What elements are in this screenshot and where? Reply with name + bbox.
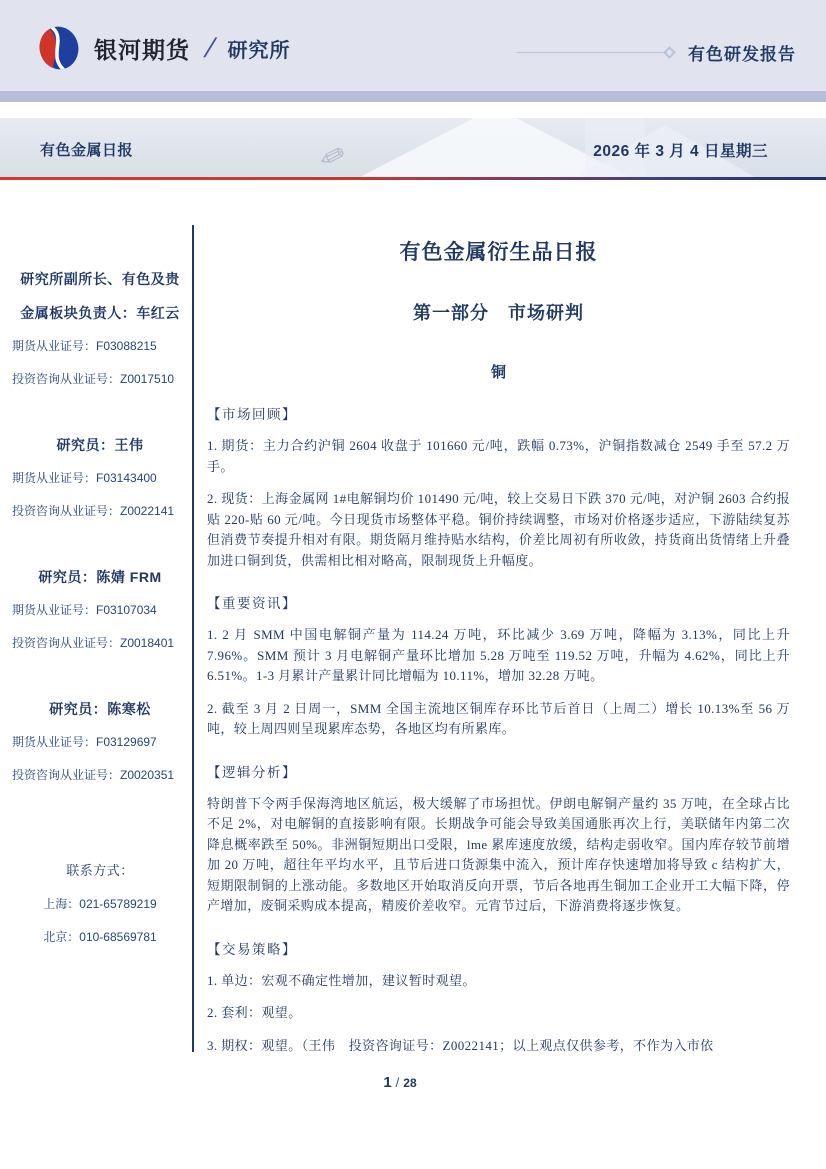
- banner-date: 2026 年 3 月 4 日星期三: [593, 143, 768, 160]
- section-heading-trading-strategy: 【交易策略】: [207, 941, 297, 957]
- contact-block: [12, 854, 188, 954]
- part-title: 第一部分 市场研判: [413, 303, 584, 323]
- contact-beijing: 北京：010-68569781: [43, 930, 157, 944]
- paragraph-strategy-unilateral: 1. 单边：宏观不确定性增加，建议暂时观望。: [207, 972, 476, 988]
- brand-header: [0, 0, 826, 91]
- author-title: 金属板块负责人：车红云: [20, 305, 180, 321]
- paragraph-news-2: 2. 截至 3 月 2 日周一，SMM 全国主流地区铜库存环比节后首日（上周二）增长 10.13%至 56 万吨，较上周四则呈现累库态势，各地区均有所累库。: [207, 700, 790, 736]
- author-title: 研究员：王伟: [56, 437, 144, 453]
- header-accent-strip: [0, 91, 826, 102]
- page-total: 28: [403, 1076, 417, 1090]
- paragraph-strategy-arbitrage: 2. 套利：观望。: [207, 1005, 302, 1020]
- contact-heading: 联系方式：: [66, 863, 134, 878]
- header-right-group: [517, 40, 796, 65]
- brand-group: [38, 24, 291, 72]
- contact-shanghai: 上海：021-65789219: [43, 897, 157, 911]
- futures-cert-number: 期货从业证号：F03088215: [12, 339, 157, 353]
- author-block-researcher-3: [12, 692, 188, 792]
- author-title: 研究所副所长、有色及贵: [20, 271, 180, 287]
- paragraph-analysis: 特朗普下令两手保海湾地区航运，极大缓解了市场担忧。伊朗电解铜产量约 35 万吨，在全球占比不足 2%，对电解铜的直接影响有限。长期战争可能会导致美国通胀再次上行，美联储年内第二次降息概率跌至 50%。非洲铜短期出口受限，lme 累库速度放缓，结构走弱收窄。国内库存较节前增加 20 万吨，超往年平均水平，且节后进口货源集中流入，预计库存快速增加将导致 c 结构扩大，短期限制铜的上涨动能。多数地区开始取消反向开票，节后各地再生铜加工企业开工大幅下降，停产增加，废铜采购成本提高，精废价差收窄。元宵节过后，下游消费将逐步恢复。: [207, 795, 790, 913]
- brand-name: 银河期货: [94, 36, 190, 63]
- page-footer: [0, 1074, 800, 1092]
- banner-title: 有色金属日报: [40, 142, 134, 159]
- banner-gradient-rule: [0, 177, 826, 180]
- document-title: 有色金属衍生品日报: [399, 241, 598, 264]
- advisory-cert-number: 投资咨询从业证号：Z0020351: [12, 768, 175, 782]
- diamond-icon: [663, 46, 676, 59]
- author-block-researcher-2: [12, 560, 188, 660]
- brand-logo-icon: [38, 25, 80, 71]
- authors-sidebar: [12, 262, 188, 954]
- section-heading-key-news: 【重要资讯】: [207, 596, 297, 611]
- author-block-researcher-1: [12, 428, 188, 528]
- brand-division: 研究所: [227, 39, 291, 62]
- advisory-cert-number: 投资咨询从业证号：Z0022141: [12, 504, 175, 518]
- author-title: 研究员：陈寒松: [49, 701, 151, 717]
- futures-cert-number: 期货从业证号：F03129697: [12, 735, 157, 749]
- pencil-icon: ✎: [310, 138, 352, 173]
- commodity-title: 铜: [490, 364, 506, 381]
- page-separator: /: [395, 1075, 400, 1090]
- decorative-line: [517, 52, 667, 53]
- vertical-divider: [192, 225, 194, 1052]
- section-heading-logic-analysis: 【逻辑分析】: [207, 764, 297, 780]
- author-title: 研究员：陈婧 FRM: [38, 569, 162, 585]
- paragraph-strategy-options: 3. 期权：观望。（王伟 投资咨询证号：Z0022141；以上观点仅供参考，不作为入市依: [207, 1037, 714, 1053]
- paragraph-spot: 2. 现货：上海金属网 1#电解铜均价 101490 元/吨，较上交易日下跌 370 元/吨，对沪铜 2603 合约报贴 220-贴 60 元/吨。今日现货市场整体平稳。铜价持续调整，市场对价格逐步适应，下游陆续复苏但消费节奏提升相对有限。期货隔月维持贴水结构，价差比周初有所收敛，持货商出货情绪上升叠加进口铜到货，供需相比相对略高，限制现货上升幅度。: [207, 491, 790, 568]
- advisory-cert-number: 投资咨询从业证号：Z0018401: [12, 636, 175, 650]
- paragraph-news-1: 1. 2 月 SMM 中国电解铜产量为 114.24 万吨，环比减少 3.69 万吨，降幅为 3.13%，同比上升 7.96%。SMM 预计 3 月电解铜产量环比增加 5.28 万吨至 119.52 万吨，升幅为 4.62%，同比上升 6.51%。1-3 月累计产量累计同比增幅为 10.11%，增加 32.28 万吨。: [207, 627, 790, 683]
- paragraph-futures: 1. 期货：主力合约沪铜 2604 收盘于 101660 元/吨，跌幅 0.73%，沪铜指数减仓 2549 手至 57.2 万手。: [207, 438, 790, 474]
- report-banner: [0, 118, 826, 177]
- brand-slash: /: [203, 32, 216, 63]
- author-block-lead: [12, 262, 188, 396]
- report-body: [207, 230, 790, 1056]
- page-number: 1: [383, 1074, 392, 1091]
- futures-cert-number: 期货从业证号：F03143400: [12, 471, 157, 485]
- futures-cert-number: 期货从业证号：F03107034: [12, 603, 157, 617]
- section-heading-market-review: 【市场回顾】: [207, 407, 297, 422]
- report-type-label: 有色研发报告: [688, 45, 796, 64]
- advisory-cert-number: 投资咨询从业证号：Z0017510: [12, 372, 175, 386]
